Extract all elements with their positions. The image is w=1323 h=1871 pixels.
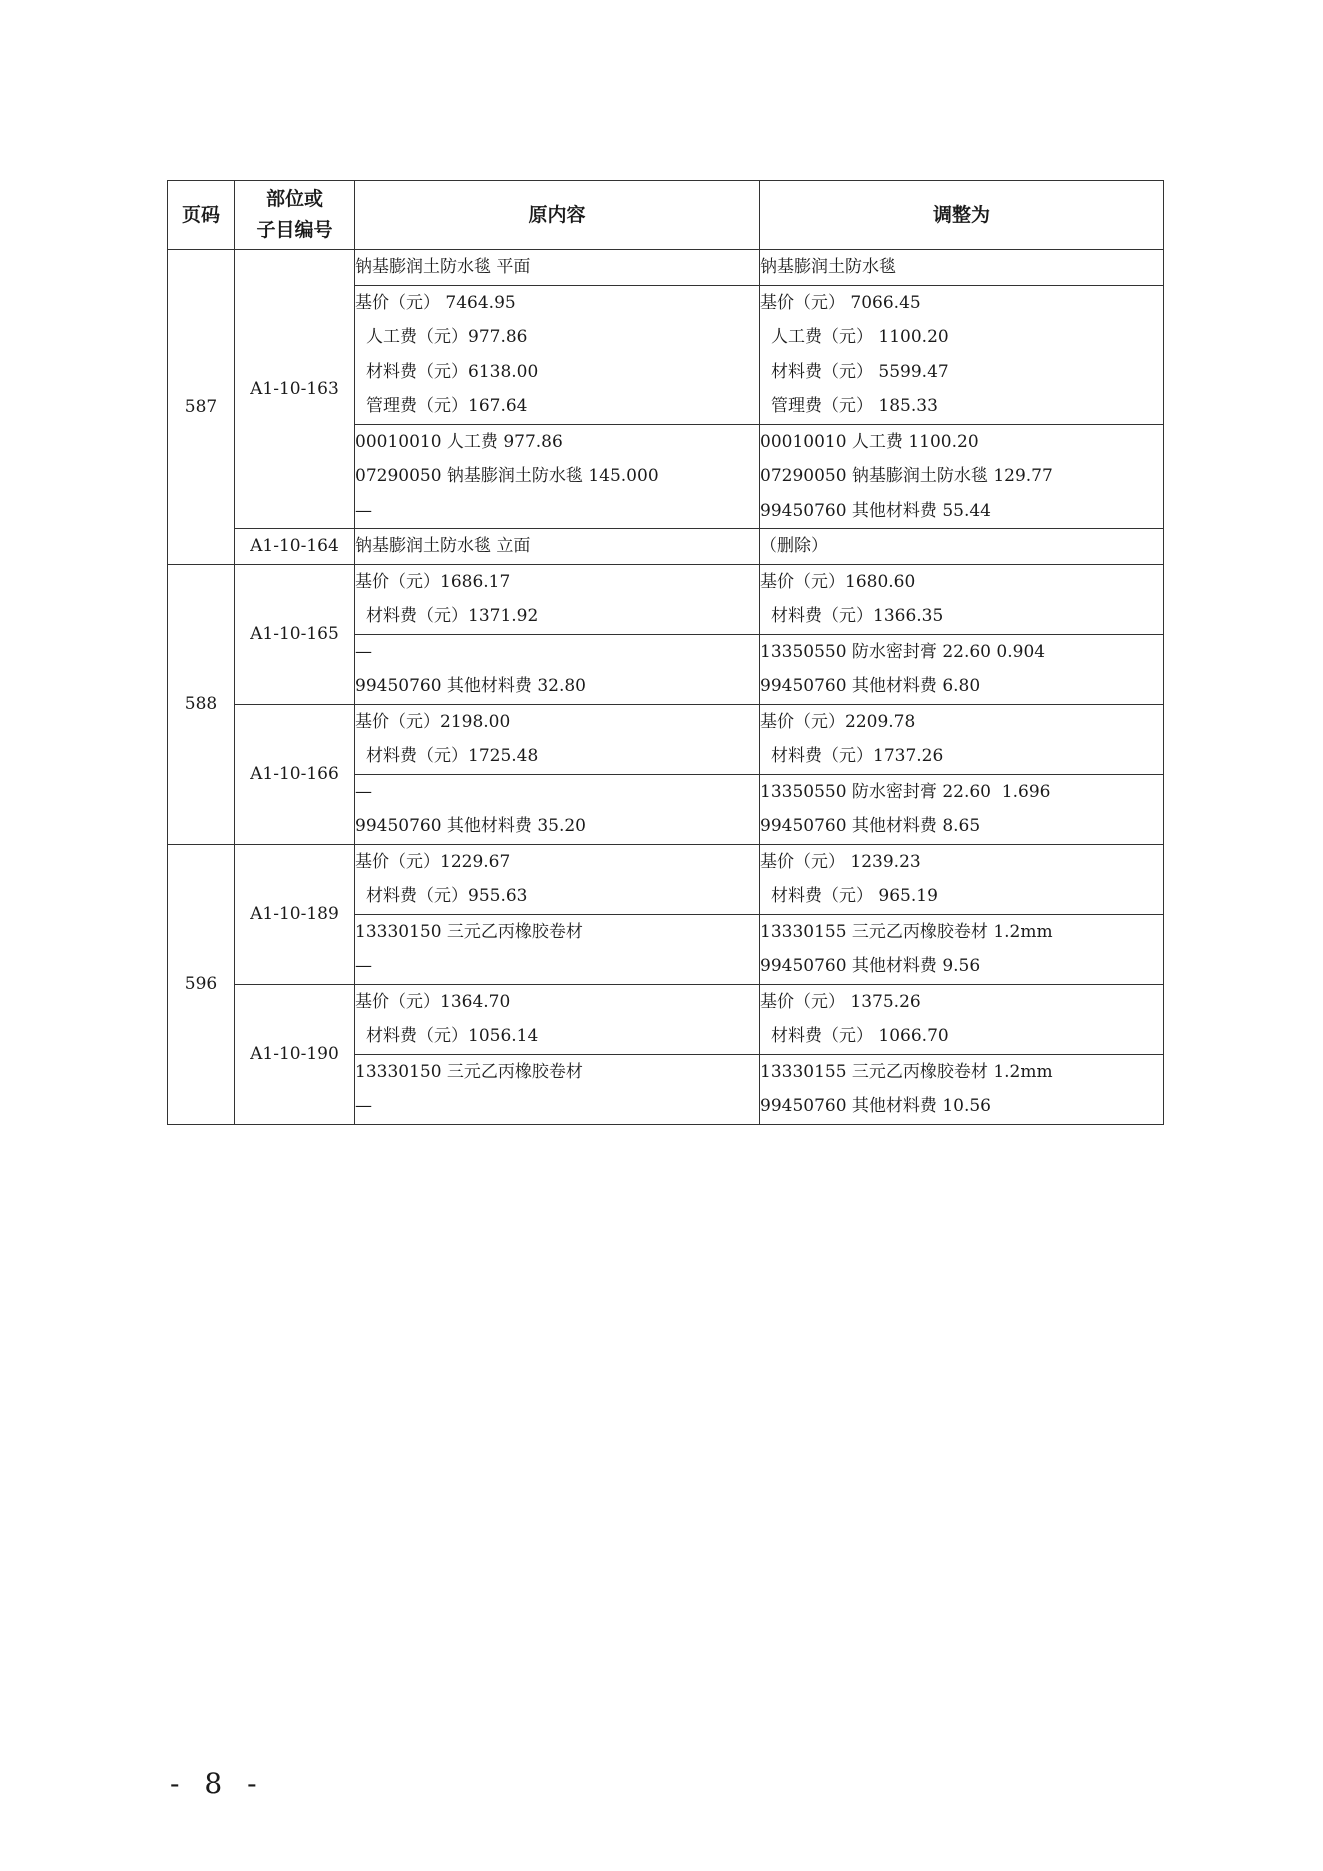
original-line: 99450760 其他材料费 35.20 <box>355 816 587 836</box>
original-line: 基价（元）2198.00 <box>355 711 511 732</box>
original-content-cell <box>355 984 760 1054</box>
adjusted-line: 99450760 其他材料费 55.44 <box>760 500 992 521</box>
adjusted-content-cell <box>760 704 1164 774</box>
adjusted-line: 材料费（元）1366.35 <box>771 606 944 626</box>
original-line: 基价（元）1686.17 <box>355 571 511 592</box>
original-line: 人工费（元）977.86 <box>366 327 528 347</box>
original-content-cell <box>355 285 760 424</box>
original-line: 13330150 三元乙丙橡胶卷材 <box>355 1061 583 1082</box>
page-cell: 587 <box>168 250 235 565</box>
item-code-cell: A1-10-165 <box>235 564 355 704</box>
adjusted-line: 13350550 防水密封膏 22.60 1.696 <box>760 781 1051 802</box>
original-line: 基价（元） 7464.95 <box>355 292 516 313</box>
page-cell: 596 <box>168 844 235 1124</box>
adjusted-line: 材料费（元） 1066.70 <box>771 1026 949 1046</box>
adjusted-content-cell <box>760 984 1164 1054</box>
adjusted-line: 人工费（元） 1100.20 <box>771 327 949 347</box>
header-page: 页码 <box>168 181 235 250</box>
original-line: 钠基膨润土防水毯 立面 <box>355 536 531 556</box>
adjusted-content-cell <box>760 844 1164 914</box>
item-code-cell: A1-10-164 <box>235 529 355 565</box>
original-content-cell <box>355 844 760 914</box>
header-code: 部位或 子目编号 <box>235 181 355 250</box>
original-content-cell <box>355 914 760 984</box>
adjusted-line: 07290050 钠基膨润土防水毯 129.77 <box>760 466 1053 486</box>
adjusted-line: （删除） <box>760 536 828 556</box>
page-number: - 8 - <box>170 1767 265 1800</box>
adjusted-line: 基价（元） 1375.26 <box>760 991 921 1012</box>
original-content-cell <box>355 634 760 704</box>
adjusted-line: 13330155 三元乙丙橡胶卷材 1.2mm <box>760 921 1053 942</box>
original-line: 13330150 三元乙丙橡胶卷材 <box>355 921 583 942</box>
original-content-cell <box>355 1054 760 1124</box>
errata-table <box>167 180 1164 1125</box>
adjusted-line: 基价（元） 7066.45 <box>760 292 921 313</box>
adjusted-line: 13350550 防水密封膏 22.60 0.904 <box>760 641 1046 662</box>
original-line: 07290050 钠基膨润土防水毯 145.000 <box>355 466 659 486</box>
original-content-cell <box>355 250 760 286</box>
adjusted-content-cell <box>760 914 1164 984</box>
table-row <box>168 704 1164 774</box>
original-content-cell <box>355 774 760 844</box>
header-original: 原内容 <box>355 181 760 250</box>
adjusted-content-cell <box>760 1054 1164 1124</box>
original-line: 钠基膨润土防水毯 平面 <box>355 257 531 277</box>
original-line: 基价（元）1229.67 <box>355 851 511 872</box>
table-row <box>168 984 1164 1054</box>
adjusted-line: 00010010 人工费 1100.20 <box>760 431 979 452</box>
original-line: 99450760 其他材料费 32.80 <box>355 676 587 696</box>
item-code-cell: A1-10-189 <box>235 844 355 984</box>
adjusted-line: 99450760 其他材料费 8.65 <box>760 816 981 836</box>
adjusted-content-cell <box>760 250 1164 286</box>
adjusted-line: 基价（元）1680.60 <box>760 571 916 592</box>
original-line: — <box>355 956 372 976</box>
adjusted-line: 13330155 三元乙丙橡胶卷材 1.2mm <box>760 1061 1053 1082</box>
original-line: — <box>355 500 372 521</box>
page-cell: 588 <box>168 564 235 844</box>
original-content-cell <box>355 564 760 634</box>
adjusted-line: 材料费（元）1737.26 <box>771 746 944 766</box>
original-line: 基价（元）1364.70 <box>355 991 511 1012</box>
original-line: — <box>355 1096 372 1116</box>
original-line: — <box>355 641 372 662</box>
adjusted-content-cell <box>760 424 1164 529</box>
original-content-cell <box>355 704 760 774</box>
original-content-cell <box>355 424 760 529</box>
table-row <box>168 529 1164 565</box>
original-line: 00010010 人工费 977.86 <box>355 431 563 452</box>
adjusted-line: 基价（元） 1239.23 <box>760 851 921 872</box>
table-row <box>168 250 1164 286</box>
adjusted-content-cell <box>760 529 1164 565</box>
item-code-cell: A1-10-166 <box>235 704 355 844</box>
item-code-cell: A1-10-190 <box>235 984 355 1124</box>
adjusted-line: 材料费（元） 965.19 <box>771 886 938 906</box>
adjusted-content-cell <box>760 285 1164 424</box>
adjusted-line: 钠基膨润土防水毯 <box>760 257 896 277</box>
item-code-cell: A1-10-163 <box>235 250 355 529</box>
adjusted-line: 基价（元）2209.78 <box>760 711 916 732</box>
adjusted-line: 管理费（元） 185.33 <box>771 396 938 416</box>
adjusted-content-cell <box>760 774 1164 844</box>
header-adjusted: 调整为 <box>760 181 1164 250</box>
original-line: — <box>355 781 372 802</box>
adjusted-line: 99450760 其他材料费 9.56 <box>760 956 981 976</box>
table-row <box>168 564 1164 634</box>
adjusted-content-cell <box>760 634 1164 704</box>
original-line: 材料费（元）1056.14 <box>366 1026 539 1046</box>
original-line: 管理费（元）167.64 <box>366 396 528 416</box>
adjusted-line: 99450760 其他材料费 6.80 <box>760 676 981 696</box>
original-content-cell <box>355 529 760 565</box>
table-row <box>168 844 1164 914</box>
adjusted-line: 99450760 其他材料费 10.56 <box>760 1096 992 1116</box>
adjusted-content-cell <box>760 564 1164 634</box>
original-line: 材料费（元）6138.00 <box>366 361 539 382</box>
original-line: 材料费（元）955.63 <box>366 886 528 906</box>
original-line: 材料费（元）1725.48 <box>366 746 539 766</box>
original-line: 材料费（元）1371.92 <box>366 606 539 626</box>
header-row <box>168 181 1164 250</box>
adjusted-line: 材料费（元） 5599.47 <box>771 361 949 382</box>
table-body <box>168 250 1164 1125</box>
